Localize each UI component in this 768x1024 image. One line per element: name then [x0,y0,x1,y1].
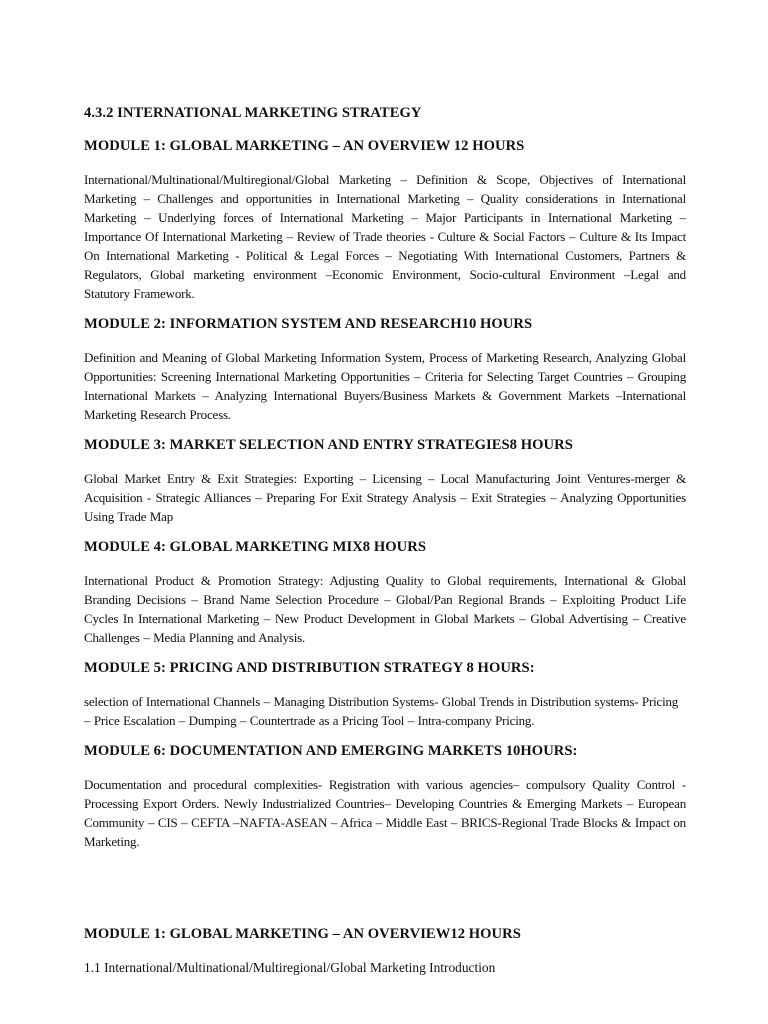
document-content [84,104,686,977]
spacer [84,863,686,925]
module-1-heading: MODULE 1: GLOBAL MARKETING – AN OVERVIEW 12 HOURS [84,138,525,154]
module-6-body: Documentation and procedural complexities- Registration with various agencies– compulsory Quality Control - Processing Export Orders. Newly Industrialized Countries– Developing Countries & Emerging Markets – European Community – CIS – CEFTA –NAFTA-ASEAN – Africa – Middle East – BRICS-Regional Trade Blocks & Impact on Marketing. [84,777,686,849]
module-3-body: Global Market Entry & Exit Strategies: Exporting – Licensing – Local Manufacturing Joint Ventures-merger & Acquisition - Strategic Alliances – Preparing For Exit Strategy Analysis – Exit Strategies – Analyzing Opportunities Using Trade Map [84,471,686,524]
module-5-body: selection of International Channels – Managing Distribution Systems- Global Trends in Distribution systems- Pricing – Price Escalation – Dumping – Countertrade as a Pricing Tool – Intra-company Pricing. [84,694,679,728]
module-6-heading: MODULE 6: DOCUMENTATION AND EMERGING MARKETS 10HOURS: [84,743,578,759]
module-2-heading: MODULE 2: INFORMATION SYSTEM AND RESEARCH10 HOURS [84,316,533,332]
module-4-heading: MODULE 4: GLOBAL MARKETING MIX8 HOURS [84,539,426,555]
module-1-body: International/Multinational/Multiregional/Global Marketing – Definition & Scope, Objectives of International Marketing – Challenges and opportunities in International Marketing – Quality considerations in International Marketing – Underlying forces of International Marketing – Major Participants in International Marketing – Importance Of International Marketing – Review of Trade theories - Culture & Social Factors – Culture & Its Impact On International Marketing - Political & Legal Forces – Negotiating With International Customers, Partners & Regulators, Global marketing environment –Economic Environment, Socio-cultural Environment –Legal and Statutory Framework. [84,172,686,301]
section-item: 1.1 International/Multinational/Multiregional/Global Marketing Introduction [84,960,496,975]
section-heading: MODULE 1: GLOBAL MARKETING – AN OVERVIEW12 HOURS [84,926,521,942]
module-4-body: International Product & Promotion Strategy: Adjusting Quality to Global requirements, International & Global Branding Decisions – Brand Name Selection Procedure – Global/Pan Regional Brands – Exploiting Product Life Cycles In International Marketing – New Product Development in Global Markets – Global Advertising – Creative Challenges – Media Planning and Analysis. [84,573,686,645]
module-2-body: Definition and Meaning of Global Marketing Information System, Process of Marketing Research, Analyzing Global Opportunities: Screening International Marketing Opportunities – Criteria for Selecting Target Countries – Grouping International Markets – Analyzing International Buyers/Business Markets & Government Markets –International Marketing Research Process. [84,350,686,422]
module-5-heading: MODULE 5: PRICING AND DISTRIBUTION STRATEGY 8 HOURS: [84,660,535,676]
page-title: 4.3.2 INTERNATIONAL MARKETING STRATEGY [84,105,422,121]
module-3-heading: MODULE 3: MARKET SELECTION AND ENTRY STRATEGIES8 HOURS [84,437,573,453]
